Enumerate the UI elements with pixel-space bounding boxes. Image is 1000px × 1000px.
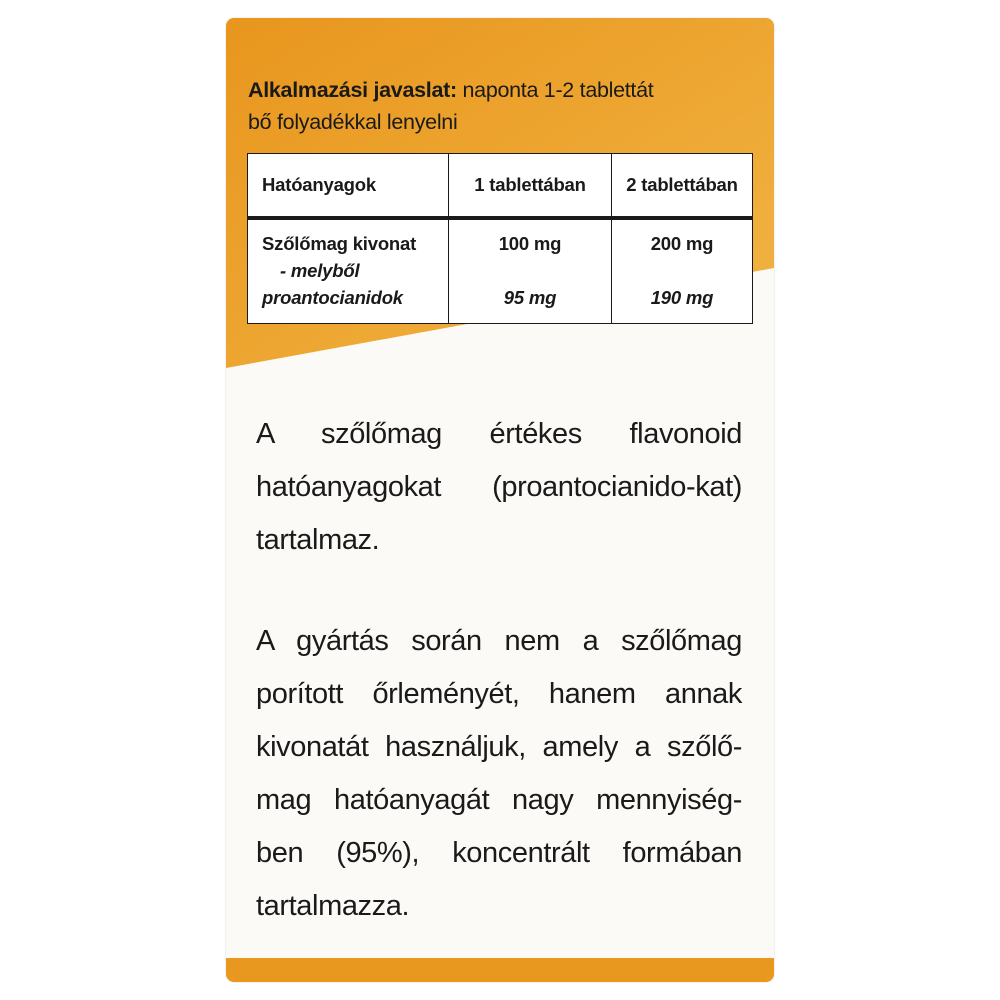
package-panel [226, 18, 774, 982]
ingredient-cell [248, 218, 449, 324]
table-header-row [248, 154, 753, 219]
two-tablets-cell [612, 218, 753, 324]
ingredient-sub-prefix: - melyből [280, 260, 360, 281]
one-tablet-value: 100 mg [498, 233, 562, 254]
description-paragraph-2: A gyártás során nem a szőlőmag porított őrleményét, hanem annak kivonatát használjuk, amely a szőlő-mag hatóanyagát nagy mennyiség-ben (95%), koncentrált formában tartalmazza. [256, 625, 742, 922]
description-paragraph-1: A szőlőmag értékes flavonoid hatóanyagokat (proantocianido-kat) tartalmaz. [256, 418, 742, 556]
usage-label: Alkalmazási javaslat: [248, 78, 457, 102]
one-tablet-cell [449, 218, 612, 324]
two-tablets-value: 200 mg [650, 233, 714, 254]
table-row [248, 218, 753, 324]
header-one-tablet: 1 tablettában [449, 154, 612, 219]
one-tablet-sub-value: 95 mg [503, 287, 557, 308]
usage-text-line1: naponta 1-2 tablettát [456, 78, 654, 102]
ingredients-table [247, 153, 753, 324]
header-two-tablets: 2 tablettában [612, 154, 753, 219]
two-tablets-sub-value: 190 mg [650, 287, 714, 308]
ingredient-sub-name: proantocianidok [262, 287, 403, 308]
ingredient-name: Szőlőmag kivonat [262, 233, 417, 254]
usage-text-line2: bő folyadékkal lenyelni [248, 110, 458, 134]
orange-footer-band [226, 958, 774, 982]
usage-instructions [248, 74, 758, 138]
header-active-ingredients: Hatóanyagok [248, 154, 449, 219]
